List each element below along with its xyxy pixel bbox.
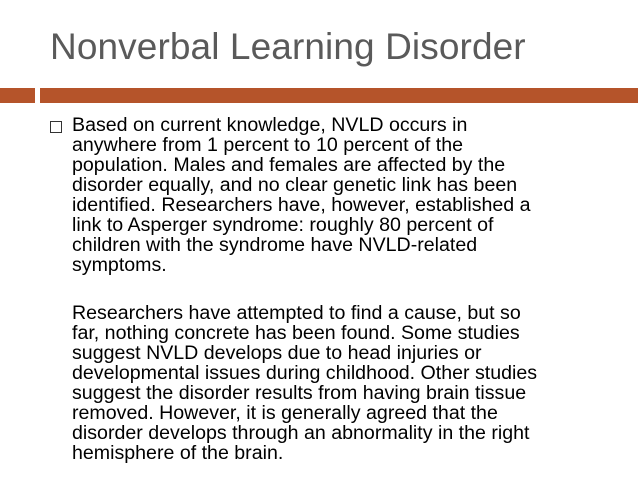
text-line: link to Asperger syndrome: roughly 80 percent of <box>72 214 494 236</box>
body-paragraph-2 <box>72 303 612 463</box>
hollow-square-bullet-icon <box>50 121 62 133</box>
slide-title: Nonverbal Learning Disorder <box>50 26 526 67</box>
title-accent-rule-right <box>40 88 638 103</box>
text-line: population. Males and females are affected by the <box>72 154 506 176</box>
body-paragraph-1 <box>72 115 612 275</box>
text-line: suggest the disorder results from having brain tissue <box>72 382 527 404</box>
text-line: developmental issues during childhood. Other studies <box>72 362 538 384</box>
text-line: symptoms. <box>72 254 167 276</box>
text-line: hemisphere of the brain. <box>72 442 284 464</box>
text-line: Based on current knowledge, NVLD occurs in <box>72 114 468 136</box>
text-line: Researchers have attempted to find a cause, but so <box>72 302 521 324</box>
text-line: disorder equally, and no clear genetic link has been <box>72 174 518 196</box>
text-line: identified. Researchers have, however, established a <box>72 194 531 216</box>
text-line: far, nothing concrete has been found. Some studies <box>72 322 520 344</box>
text-line: children with the syndrome have NVLD-related <box>72 234 478 256</box>
text-line: anywhere from 1 percent to 10 percent of the <box>72 134 464 156</box>
text-line: removed. However, it is generally agreed that the <box>72 402 498 424</box>
text-line: suggest NVLD develops due to head injuries or <box>72 342 482 364</box>
text-line: disorder develops through an abnormality in the right <box>72 422 530 444</box>
title-accent-rule-left <box>0 88 35 103</box>
